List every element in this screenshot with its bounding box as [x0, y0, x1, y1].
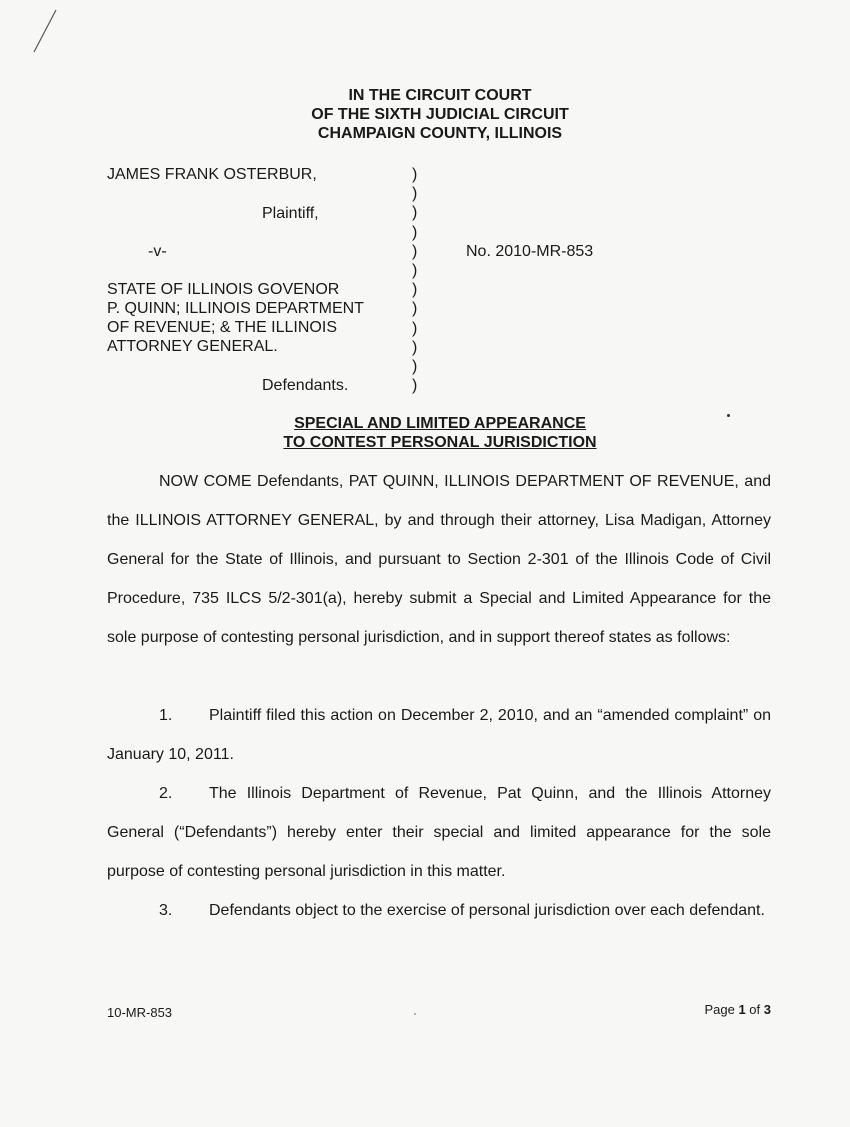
paragraph-number: 3. — [159, 902, 173, 919]
caption-paren: ) — [412, 166, 418, 183]
page-current: 1 — [738, 1002, 746, 1017]
document-title-line-2: TO CONTEST PERSONAL JURISDICTION — [283, 434, 597, 451]
caption-paren: ) — [412, 319, 418, 337]
defendants-names — [107, 280, 407, 356]
scan-speck — [727, 414, 730, 417]
numbered-paragraph-2 — [107, 774, 771, 891]
defendants-line-3: OF REVENUE; & THE ILLINOIS — [107, 319, 337, 336]
court-header — [200, 86, 680, 143]
page-total: 3 — [763, 1002, 771, 1017]
intro-paragraph: NOW COME Defendants, PAT QUINN, ILLINOIS DEPARTMENT OF REVENUE, and the ILLINOIS ATTORNEY GENERAL, by and through their attorney, Lisa Madigan, Attorney General for the State of Illinois, and pursuant to Section 2-301 of the Illinois Code of Civil Procedure, 735 ILCS 5/2-301(a), hereby submit a Special and Limited Appearance for the sole purpose of contesting personal jurisdiction, and in support thereof states as follows: — [107, 473, 771, 646]
court-header-line-3: CHAMPAIGN COUNTY, ILLINOIS — [317, 125, 563, 142]
defendants-line-1: STATE OF ILLINOIS GOVENOR — [107, 281, 340, 298]
versus-label: -v- — [148, 243, 167, 260]
paragraph-text: The Illinois Department of Revenue, Pat Quinn, and the Illinois Attorney General (“Defendants”) hereby enter their special and limited appearance for the sole purpose of contesting personal jurisdiction in this matter. — [107, 785, 771, 880]
paragraph-text: Defendants object to the exercise of personal jurisdiction over each defendant. — [209, 902, 765, 919]
document-title-line-1: SPECIAL AND LIMITED APPEARANCE — [294, 415, 586, 432]
numbered-paragraph-3 — [107, 891, 771, 930]
court-header-line-2: OF THE SIXTH JUDICIAL CIRCUIT — [311, 106, 569, 123]
paragraph-number: 1. — [159, 707, 173, 724]
caption-paren: ) — [412, 338, 418, 356]
document-title — [220, 414, 660, 452]
page-number — [704, 1002, 771, 1018]
caption-paren: ) — [412, 185, 418, 203]
page-prefix: Page — [704, 1002, 739, 1017]
paragraph-number: 2. — [159, 785, 173, 802]
caption-paren-column — [412, 165, 417, 395]
defendants-line-2: P. QUINN; ILLINOIS DEPARTMENT — [107, 300, 364, 317]
caption-paren: ) — [412, 281, 418, 299]
court-header-line-1: IN THE CIRCUIT COURT — [348, 87, 532, 104]
caption-paren: ) — [412, 377, 418, 395]
page-of: of — [745, 1002, 764, 1017]
plaintiff-role: Plaintiff, — [262, 205, 319, 222]
defendants-role: Defendants. — [262, 377, 349, 394]
caption-paren: ) — [412, 300, 418, 318]
pen-stroke-mark — [30, 8, 60, 54]
caption-paren: ) — [412, 242, 418, 260]
defendants-line-4: ATTORNEY GENERAL. — [107, 338, 278, 355]
scan-speck — [414, 1013, 416, 1015]
plaintiff-name: JAMES FRANK OSTERBUR, — [107, 166, 317, 183]
caption-paren: ) — [412, 204, 418, 222]
paragraph-text: Plaintiff filed this action on December 2, 2010, and an “amended complaint” on January 10, 2011. — [107, 707, 771, 763]
case-number: No. 2010-MR-853 — [466, 243, 594, 260]
caption-paren: ) — [412, 223, 418, 241]
numbered-paragraph-1 — [107, 696, 771, 774]
footer-case-reference: 10-MR-853 — [107, 1005, 173, 1020]
caption-paren: ) — [412, 261, 418, 279]
caption-paren: ) — [412, 357, 418, 375]
